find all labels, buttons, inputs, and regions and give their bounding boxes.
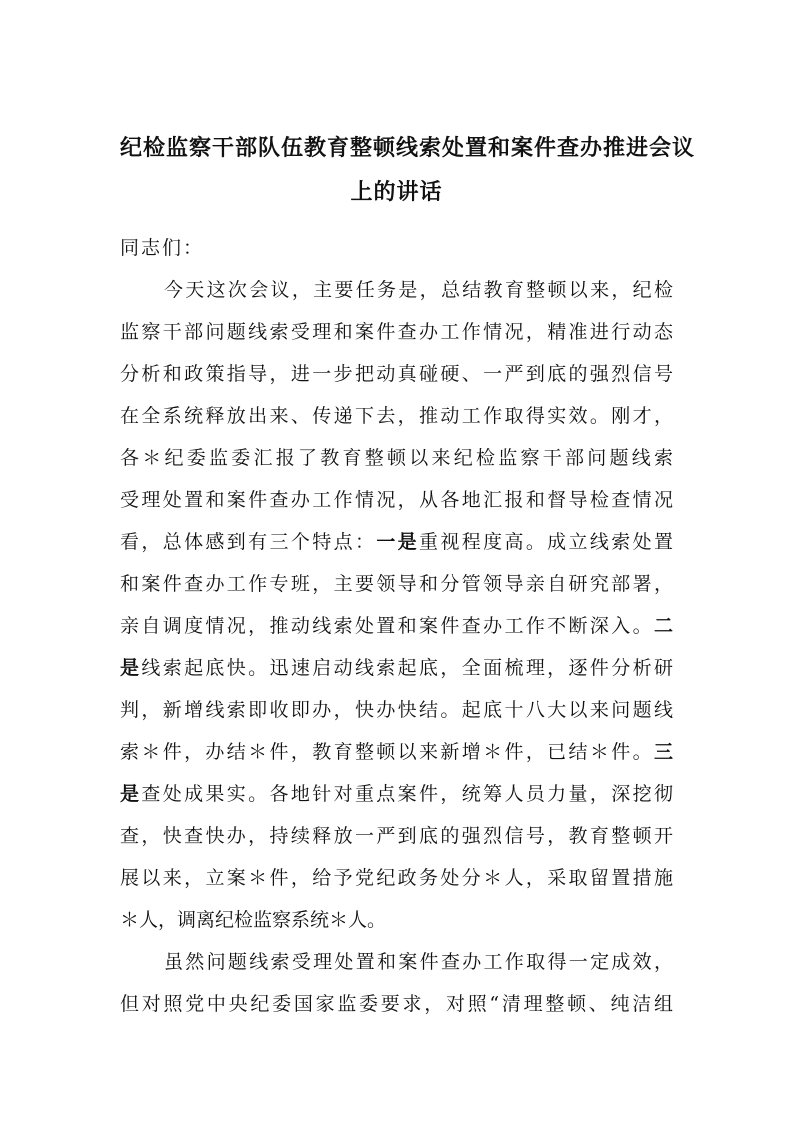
emphasis-three: 三 (653, 741, 673, 763)
document-title-line-2: 上的讲话 (350, 179, 443, 205)
paragraph-text: 亲自调度情况，推动线索处置和案件查办工作不断深入。 (120, 615, 654, 637)
paragraph-line (120, 653, 673, 683)
paragraph-line (120, 737, 673, 767)
paragraph-line: 判，新增线索即收即办，快办快结。起底十八大以来问题线 (120, 699, 673, 721)
paragraph-line (120, 779, 673, 809)
emphasis-one: 一是 (376, 531, 420, 553)
paragraph-line (120, 527, 673, 557)
paragraph-line: 今天这次会议，主要任务是，总结教育整顿以来，纪检 (164, 279, 673, 301)
paragraph-line: 虽然问题线索受理处置和案件查办工作取得一定成效， (164, 951, 673, 973)
paragraph-text: 线索起底快。迅速启动线索起底，全面梳理，逐件分析研 (141, 657, 673, 679)
paragraph-line: ＊人，调离纪检监察系统＊人。 (120, 909, 387, 931)
paragraph-line: 在全系统释放出来、传递下去，推动工作取得实效。刚才， (120, 405, 673, 427)
paragraph-line: 受理处置和案件查办工作情况，从各地汇报和督导检查情况 (120, 489, 673, 511)
paragraph-line: 展以来，立案＊件，给予党纪政务处分＊人，采取留置措施 (120, 867, 673, 889)
paragraph-line: 各＊纪委监委汇报了教育整顿以来纪检监察干部问题线索 (120, 447, 673, 469)
paragraph-text: 索＊件，办结＊件，教育整顿以来新增＊件，已结＊件。 (120, 741, 654, 763)
emphasis-two: 二 (653, 615, 673, 637)
paragraph-text: 看，总体感到有三个特点： (120, 531, 377, 553)
paragraph-line (120, 611, 673, 641)
document-title-line-1: 纪检监察干部队伍教育整顿线索处置和案件查办推进会议 (120, 135, 696, 161)
paragraph-line: 和案件查办工作专班，主要领导和分管领导亲自研究部署， (120, 573, 673, 595)
paragraph-line: 监察干部问题线索受理和案件查办工作情况，精准进行动态 (120, 321, 673, 343)
emphasis-three-end: 是 (120, 783, 142, 805)
paragraph-line: 查，快查快办，持续释放一严到底的强烈信号，教育整顿开 (120, 825, 673, 847)
paragraph-line: 分析和政策指导，进一步把动真碰硬、一严到底的强烈信号 (120, 363, 673, 385)
emphasis-two-end: 是 (120, 657, 142, 679)
paragraph-line: 但对照党中央纪委国家监委要求，对照“清理整顿、纯洁组 (120, 993, 673, 1015)
salutation: 同志们： (120, 237, 205, 259)
paragraph-text: 查处成果实。各地针对重点案件，统筹人员力量，深挖彻 (141, 783, 673, 805)
paragraph-text: 重视程度高。成立线索处置 (419, 531, 673, 553)
